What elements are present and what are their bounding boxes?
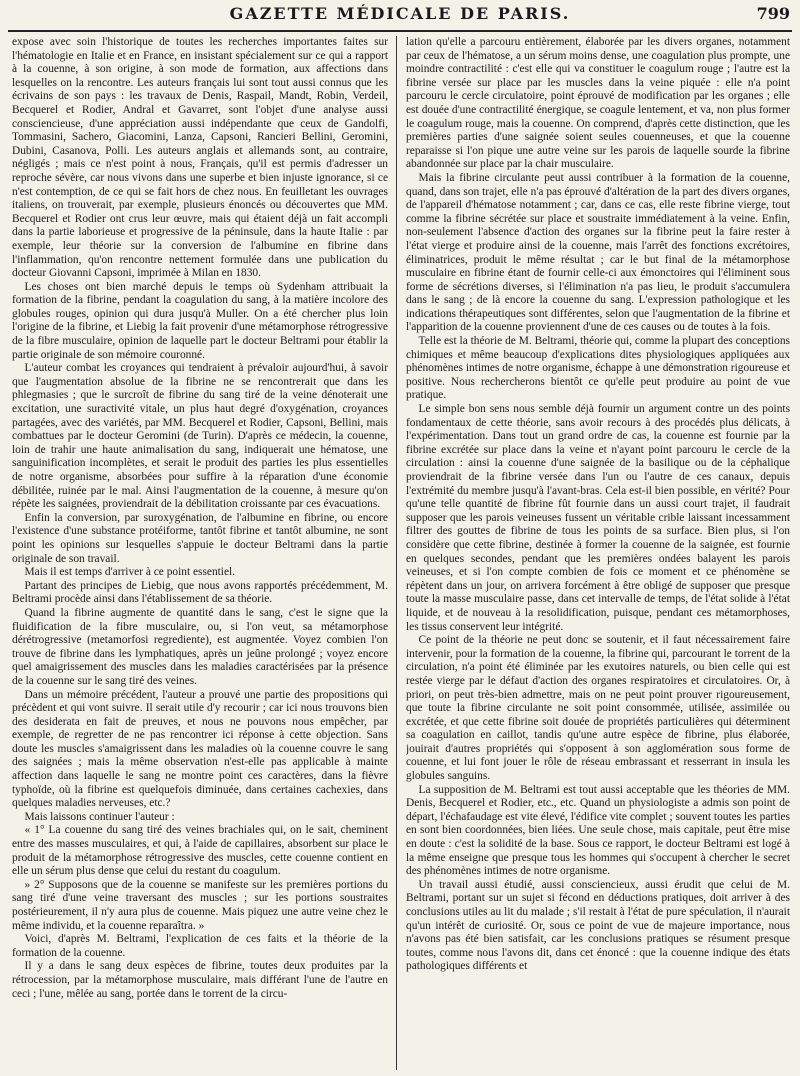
paragraph: expose avec soin l'historique de toutes les recherches importantes faites sur l'hématologie en Italie et en France, en insistant spécialement sur ce qui a rapport à la couenne, à son origine, à son mode de formation, aux affections dans lesquelles on la rencontre. Les auteurs français lui sont tout aussi connus que les écrivains de son pays : les travaux de Denis, Raspail, Mandt, Robin, Verdeil, Becquerel et Rodier, Andral et Gavarret, sont l'objet d'une analyse aussi consciencieuse, d'une appréciation aussi indépendante que ceux de Gandolfi, Tommasini, Sachero, Giacomini, Lanza, Capsoni, Rancieri Bellini, Geromini, Dubini, Casanova, Polli. Les auteurs anglais et allemands sont, au contraire, négligés ; mais ce n'est point à nous, Français, qu'il est permis d'adresser un reproche sévère, car nous vivons dans une superbe et bien injuste ignorance, si ce n'est contemption, de ce qui se fait hors de chez nous. En feuilletant les ouvrages italiens, on trouverait, par exemple, plusieurs énoncés ou découvertes que MM. Becquerel et Rodier ont crus leur œuvre, mais qui étaient déjà un fait accompli dans la partie laborieuse et progressive de la péninsule, dans la haute Italie : par exemple, leur théorie sur la conversion de l'albumine en fibrine dans l'inflammation, qu'on rencontre nettement formulée dans une publication du docteur Giovanni Capsoni, imprimée à Milan en 1830. <box>12 36 388 280</box>
left-column <box>12 36 388 1070</box>
paragraph: Les choses ont bien marché depuis le temps où Sydenham attribuait la formation de la fibrine, pendant la coagulation du sang, à la matière incolore des globules rouges, opinion qui dura jusqu'à Muller. On a été chercher plus loin l'origine de la fibrine, et Liebig la fait provenir d'une métamorphose rétrogressive de la fibre musculaire, opinion de laquelle part le docteur Beltrami pour établir la partie originale de son mémoire couronné. <box>12 280 388 361</box>
publication-title: GAZETTE MÉDICALE DE PARIS. <box>229 4 571 23</box>
paragraph: La supposition de M. Beltrami est tout aussi acceptable que les théories de MM. Denis, Becquerel et Rodier, etc., etc. Quand un physiologiste a admis son point de départ, l'échafaudage est vite élevé, l'édifice vite complet ; souvent toutes les parties en sont bien coordonnées, bien liées. Une seule chose, mais capitale, peut être mise en doute : c'est la solidité de la base. Sous ce rapport, le docteur Beltrami est logé à la même enseigne que presque tous les hommes qui s'occupent à chercher le secret des phénomènes intimes de notre organisme. <box>406 783 790 878</box>
paragraph: Ce point de la théorie ne peut donc se soutenir, et il faut nécessairement faire intervenir, pour la formation de la couenne, la fibrine qui, parcourant le torrent de la circulation, n'a point été éliminée par les exutoires naturels, ou bien celle qui est restée vierge par le défaut d'action des organes respiratoires et circulatoires. Or, à priori, on peut très-bien admettre, mais on ne peut point prouver rigoureusement, que toute la fibrine circulante ne soit point consommée, utilisée, assimilée ou excrétée, et que cette fibrine soit douée de propriétés particulières qui déterminent sa coagulation en caillot, tandis qu'une autre espèce de fibrine, plus élaborée, jouirait d'autres propriétés qui s'opposent à son agglomération sous forme de couenne, et lui font jouer le rôle de réseau embrassant et resserrant in insula les globules sanguins. <box>406 634 790 783</box>
paragraph: Telle est la théorie de M. Beltrami, théorie qui, comme la plupart des conceptions chimiques et même beaucoup d'explications dites physiologiques appliquées aux phénomènes intimes de notre organisme, échappe à une démonstration rigoureuse et positive. Nous rechercherons bientôt ce qu'elle peut produire au point de vue pratique. <box>406 335 790 402</box>
paragraph: Mais la fibrine circulante peut aussi contribuer à la formation de la couenne, quand, dans son trajet, elle n'a pas éprouvé d'altération de la part des divers organes, de l'appareil d'hématose notamment ; car, dans ce cas, elle reste fibrine vierge, tout comme la fibrine sécrétée sur place et soustraite immédiatement à la veine. Enfin, non-seulement l'absence d'action des organes sur la fibrine peut la faire rester à l'état vierge et produire ainsi de la couenne, mais l'arrêt des fonctions excrétoires, éliminatrices, produit le même résultat ; car le but final de la métamorphose musculaire en fibrine étant de fournir celle-ci aux émonctoires qui l'éliminent sous forme de sécrétions diverses, si l'élimination n'a pas lieu, le produit s'accumulera dans le sang ; de là encore la couenne du sang. L'expression pathologique et les indications thérapeutiques sont différentes, selon que l'augmentation de la fibrine et l'apparition de la couenne proviennent d'une de ces causes ou de toutes à la fois. <box>406 171 790 334</box>
page-number: 799 <box>756 4 790 23</box>
paragraph: Dans un mémoire précédent, l'auteur a prouvé une partie des propositions qui précèdent et qui vont suivre. Il serait utile d'y recourir ; car ici nous trouvons bien des desiderata en fait de preuves, et nous ne pouvons nous empêcher, par exemple, de regretter de ne pas rencontrer ici réponse à cette objection. Sans doute les muscles s'amaigrissent dans les maladies où la couenne couvre le sang des saignées ; mais la même observation n'est-elle pas applicable à mainte affection dans laquelle le sang ne montre point ces caractères, dans la fièvre typhoïde, où la fibrine est quelquefois diminuée, dans certaines cachexies, dans quelques maladies nerveuses, etc.? <box>12 688 388 810</box>
right-column <box>406 36 790 1070</box>
paragraph: Mais il est temps d'arriver à ce point essentiel. <box>24 566 236 579</box>
paragraph: Partant des principes de Liebig, que nous avons rapportés précédemment, M. Beltrami procède ainsi dans l'établissement de sa théorie. <box>12 579 388 606</box>
paragraph: L'auteur combat les croyances qui tendraient à prévaloir aujourd'hui, à savoir que l'augmentation absolue de la fibrine ne se rencontrerait que dans les phlegmasies ; que le surcroît de fibrine du sang tiré de la veine dénoterait une excitation, une suractivité vitale, un plus haut degré d'oxygénation, croyances partagées, avec des variétés, par MM. Becquerel et Rodier, Capsoni, Bellini, mais combattues par le docteur Geromini (de Turin). D'après ce médecin, la couenne, loin de trahir une haute animalisation du sang, indiquerait une hématose, une sanguinification incomplètes, et serait le produit des parties les plus essentielles de notre organisme, absorbées pour suffire à la réparation d'une économie débilitée, ruinée par le mal. Ainsi l'augmentation de la couenne, à mesure qu'on répète les saignées, proviendrait de la débilitation croissante par ces évacuations. <box>12 362 388 511</box>
paragraph: Le simple bon sens nous semble déjà fournir un argument contre un des points fondamentaux de cette théorie, sans avoir recours à des procédés plus délicats, à l'expérimentation. Dans tout un grand ordre de cas, la couenne est fournie par la fibrine excrétée sur place dans la veine et n'ayant point parcouru le cercle de la circulation : ainsi la couenne d'une saignée de la basilique ou de la céphalique proviendrait de la fibrine versée dans l'un ou l'autre de ces canaux, depuis l'extrémité du membre jusqu'à l'avant-bras. Cela est-il bien possible, en vérité? Pour qu'une telle quantité de fibrine fût fournie dans un aussi court trajet, il faudrait supposer que les parois veineuses fussent un véritable crible laissant incessamment filtrer des gouttes de fibrine de tous les points de sa surface. Bien plus, si l'on considère que cette fibrine, destinée à former la couenne de la saignée, est fournie en quelques secondes, pendant que les premières ondées balayent les parois veineuses, et si l'on compte combien de fois ce moment et ce phénomène se répètent dans un jour, on arrivera forcément à être obligé de supposer que presque toute la masse musculaire passe, dans cet intervalle de temps, de l'état solide à l'état liquide, et de nouveau à la resolidification, puisque, pendant ces métamorphoses, les tissus conservent leur intégrité. <box>406 403 790 633</box>
column-divider <box>396 36 397 1070</box>
paragraph: Un travail aussi étudié, aussi consciencieux, aussi érudit que celui de M. Beltrami, portant sur un sujet si fécond en déductions pratiques, doit arriver à des conclusions utiles au lit du malade ; s'il restait à l'état de pure spéculation, il n'aurait qu'un intérêt de curiosité. Or, sous ce point de vue de majeure importance, nous n'avons pas été bien satisfait, car les conclusions pratiques se résument presque toutes, comme nous l'avons dit, dans cet énoncé : que la couenne indique des états pathologiques différents et <box>406 878 790 973</box>
paragraph: Quand la fibrine augmente de quantité dans le sang, c'est le signe que la fluidification de la fibre musculaire, ou, si l'on veut, sa métamorphose dérétrogressive (metamorfosi regrediente), est augmentée. Voyez combien l'on trouve de fibrine dans les lymphatiques, après un jeûne prolongé ; voyez encore quel amaigrissement des muscles dans les maladies caractérisées par la présence de la couenne sur le sang tiré des veines. <box>12 606 388 687</box>
page-header <box>8 0 792 32</box>
paragraph: Enfin la conversion, par suroxygénation, de l'albumine en fibrine, ou encore l'existence d'une substance protéiforme, tantôt fibrine et tantôt albumine, ne sont point les opinions sur lesquelles s'appuie le docteur Beltrami dans la partie originale de son travail. <box>12 511 388 565</box>
paragraph: Mais laissons continuer l'auteur : <box>24 810 175 823</box>
paragraph: » 2° Supposons que de la couenne se manifeste sur les premières portions du sang tiré d'une veine traversant des muscles ; sur les portions soustraites postérieurement, il n'y aura plus de couenne. Mais piquez une autre veine chez le même individu, et la couenne reparaîtra. » <box>12 878 388 932</box>
paragraph: Il y a dans le sang deux espèces de fibrine, toutes deux produites par la rétrocession, par la métamorphose musculaire, mais différant l'une de l'autre en ceci ; l'une, mêlée au sang, portée dans le torrent de la circu- <box>12 960 388 1000</box>
paragraph: « 1° La couenne du sang tiré des veines brachiales qui, on le sait, cheminent entre des masses musculaires, et qui, à l'aide de capillaires, absorbent sur place le produit de la métamorphose rétrogressive des muscles, cette couenne contient en elle un sérum plus dense que celui du restant du coagulum. <box>12 824 388 878</box>
paragraph: lation qu'elle a parcouru entièrement, élaborée par les divers organes, notamment par ceux de l'hématose, a un sérum moins dense, une coagulation plus prompte, une moindre contractilité : c'est elle qui va constituer le coagulum rouge ; l'autre est la fibrine versée sur place par les muscles dans la veine piquée : elle n'a point parcouru le cercle circulatoire, point éprouvé de modification par les organes ; elle est douée d'une contractilité énergique, se coagule lentement, et va, non plus former le coagulum rouge, mais la couenne. On comprend, d'après cette distinction, que les premières parties d'une saignée soient seules couenneuses, et que la couenne reparaisse si l'on pique une autre veine sur les parois de laquelle sourde la fibrine abandonnée sur place par la chair musculaire. <box>406 36 790 171</box>
paragraph: Voici, d'après M. Beltrami, l'explication de ces faits et la théorie de la formation de la couenne. <box>12 933 388 959</box>
